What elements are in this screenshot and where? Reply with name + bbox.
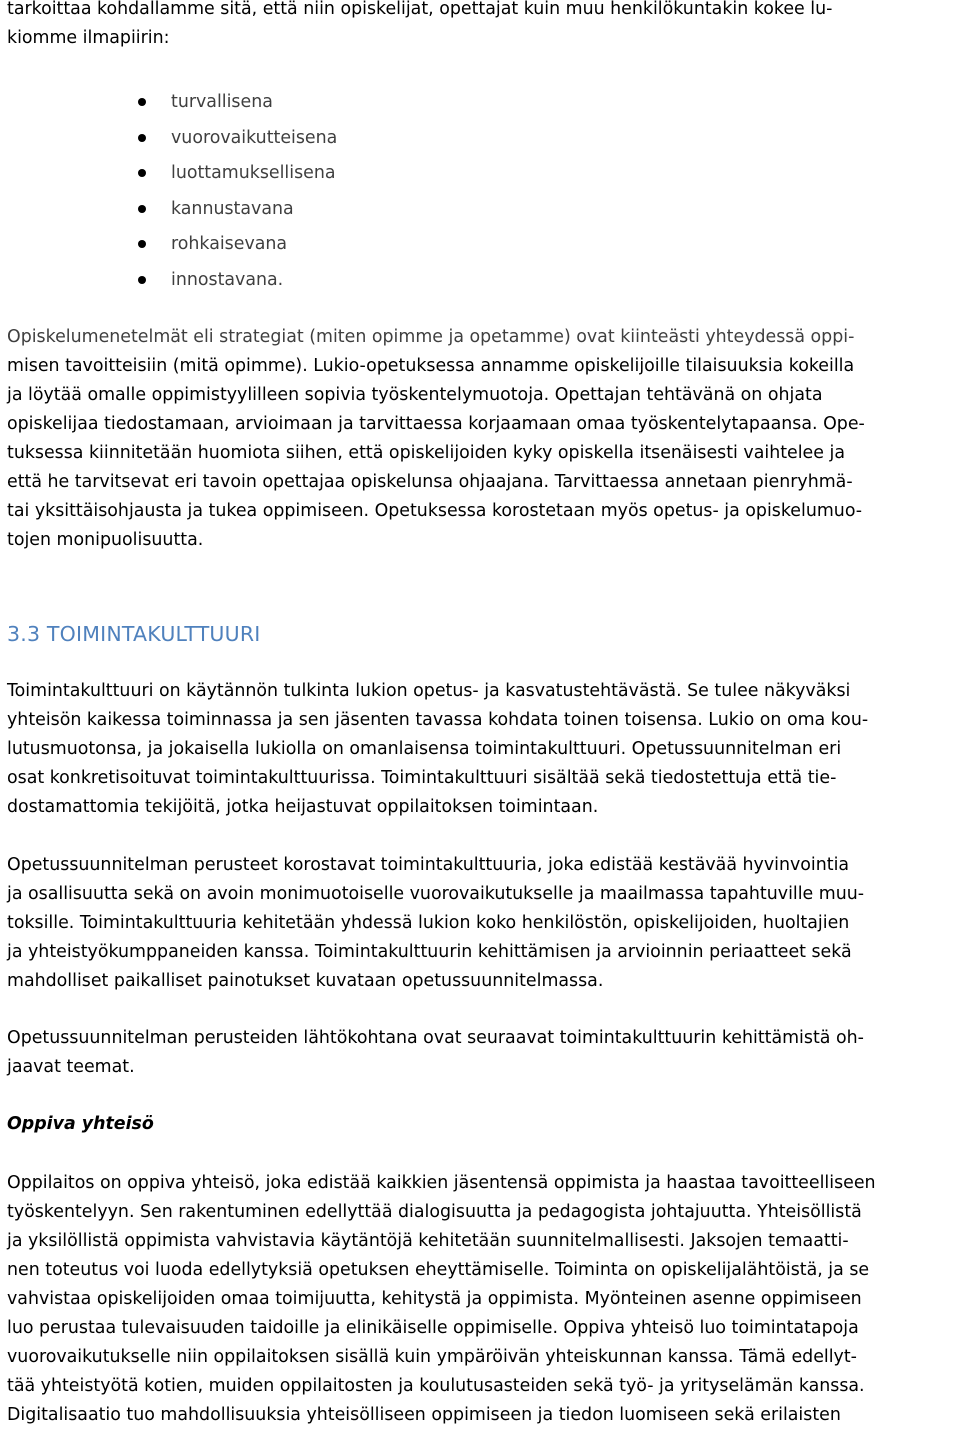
text-line: jaavat teemat. (7, 1057, 135, 1077)
text-line: Digitalisaatio tuo mahdollisuuksia yhteisölliseen oppimiseen ja tiedon luomiseen sekä erilaisten (7, 1405, 841, 1425)
text-line: osat konkretisoituvat toimintakulttuurissa. Toimintakulttuuri sisältää sekä tiedostettuja että tie- (7, 768, 837, 788)
subsection-heading: Oppiva yhteisö (7, 1114, 154, 1134)
text-line: Opetussuunnitelman perusteet korostavat toimintakulttuuria, joka edistää kestävää hyvinvointia (7, 855, 850, 875)
text-line: dostamattomia tekijöitä, jotka heijastuvat oppilaitoksen toimintaan. (7, 797, 599, 817)
section-heading: 3.3 TOIMINTAKULTTUURI (7, 622, 261, 646)
text-line: vuorovaikutukselle niin oppilaitoksen sisällä kuin ympäröivän yhteiskunnan kanssa. Tämä edellyt- (7, 1347, 857, 1367)
text-line: työskentelyyn. Sen rakentuminen edellyttää dialogisuutta ja pedagogista johtajuutta. Yhteisöllistä (7, 1202, 862, 1222)
text-line: tai yksittäisohjausta ja tukea oppimiseen. Opetuksessa korostetaan myös opetus- ja opiskelumuo- (7, 501, 863, 521)
text-line: että he tarvitsevat eri tavoin opettajaa opiskelunsa ohjaajana. Tarvittaessa annetaan pienryhmä- (7, 472, 853, 492)
list-item: luottamuksellisena (137, 159, 337, 195)
text-line: Toimintakulttuuri on käytännön tulkinta lukion opetus- ja kasvatustehtävästä. Se tulee näkyväksi (7, 681, 851, 701)
text-line: kiomme ilmapiirin: (7, 28, 170, 48)
text-line: ja löytää omalle oppimistyylilleen sopivia työskentelymuotoja. Opettajan tehtävänä on ohjata (7, 385, 823, 405)
text-line: tarkoittaa kohdallamme sitä, että niin opiskelijat, opettajat kuin muu henkilökuntakin kokee lu- (7, 0, 833, 19)
text-line: toksille. Toimintakulttuuria kehitetään yhdessä lukion koko henkilöstön, opiskelijoiden, huoltajien (7, 913, 850, 933)
text-line: Opiskelumenetelmät eli strategiat (miten opimme ja opetamme) ovat kiinteästi yhteydessä oppi- (7, 327, 855, 347)
text-line: ja osallisuutta sekä on avoin monimuotoiselle vuorovaikutukselle ja maailmassa tapahtuville muu- (7, 884, 865, 904)
text-line: tojen monipuolisuutta. (7, 530, 204, 550)
list-item: kannustavana (137, 195, 337, 231)
text-line: luo perustaa tulevaisuuden taidoille ja elinikäiselle oppimiselle. Oppiva yhteisö luo toimintatapoja (7, 1318, 859, 1338)
text-line: nen toteutus voi luoda edellytyksiä opetuksen eheyttämiselle. Toiminta on opiskelijalähtöistä, ja se (7, 1260, 870, 1280)
list-item: rohkaisevana (137, 230, 337, 266)
text-line: tuksessa kiinnitetään huomiota siihen, että opiskelijoiden kyky opiskella itsenäisesti vaihtelee ja (7, 443, 845, 463)
text-line: vahvistaa opiskelijoiden omaa toimijuutta, kehitystä ja oppimista. Myönteinen asenne oppimiseen (7, 1289, 862, 1309)
text-line: ja yhteistyökumppaneiden kanssa. Toimintakulttuurin kehittämisen ja arvioinnin periaatteet sekä (7, 942, 852, 962)
list-item: vuorovaikutteisena (137, 124, 337, 160)
text-line: tää yhteistyötä kotien, muiden oppilaitosten ja koulutusasteiden sekä työ- ja yrityselämän kanssa. (7, 1376, 865, 1396)
text-line: yhteisön kaikessa toiminnassa ja sen jäsenten tavassa kohdata toinen toisensa. Lukio on oma kou- (7, 710, 869, 730)
text-line: ja yksilöllistä oppimista vahvistavia käytäntöjä kehitetään suunnitelmallisesti. Jaksojen temaatti- (7, 1231, 849, 1251)
text-line: Oppilaitos on oppiva yhteisö, joka edistää kaikkien jäsentensä oppimista ja haastaa tavoitteelliseen (7, 1173, 876, 1193)
list-item: innostavana. (137, 266, 337, 302)
text-line: mahdolliset paikalliset painotukset kuvataan opetussuunnitelmassa. (7, 971, 604, 991)
text-line: lutusmuotonsa, ja jokaisella lukiolla on omanlaisensa toimintakulttuuri. Opetussuunnitelman eri (7, 739, 842, 759)
text-line: opiskelijaa tiedostamaan, arvioimaan ja tarvittaessa korjaamaan omaa työskentelytapaansa. Ope- (7, 414, 865, 434)
text-line: Opetussuunnitelman perusteiden lähtökohtana ovat seuraavat toimintakulttuurin kehittämistä oh- (7, 1028, 864, 1048)
bullet-list (137, 88, 337, 302)
text-line: misen tavoitteisiin (mitä opimme). Lukio-opetuksessa annamme opiskelijoille tilaisuuksia kokeilla (7, 356, 855, 376)
list-item: turvallisena (137, 88, 337, 124)
